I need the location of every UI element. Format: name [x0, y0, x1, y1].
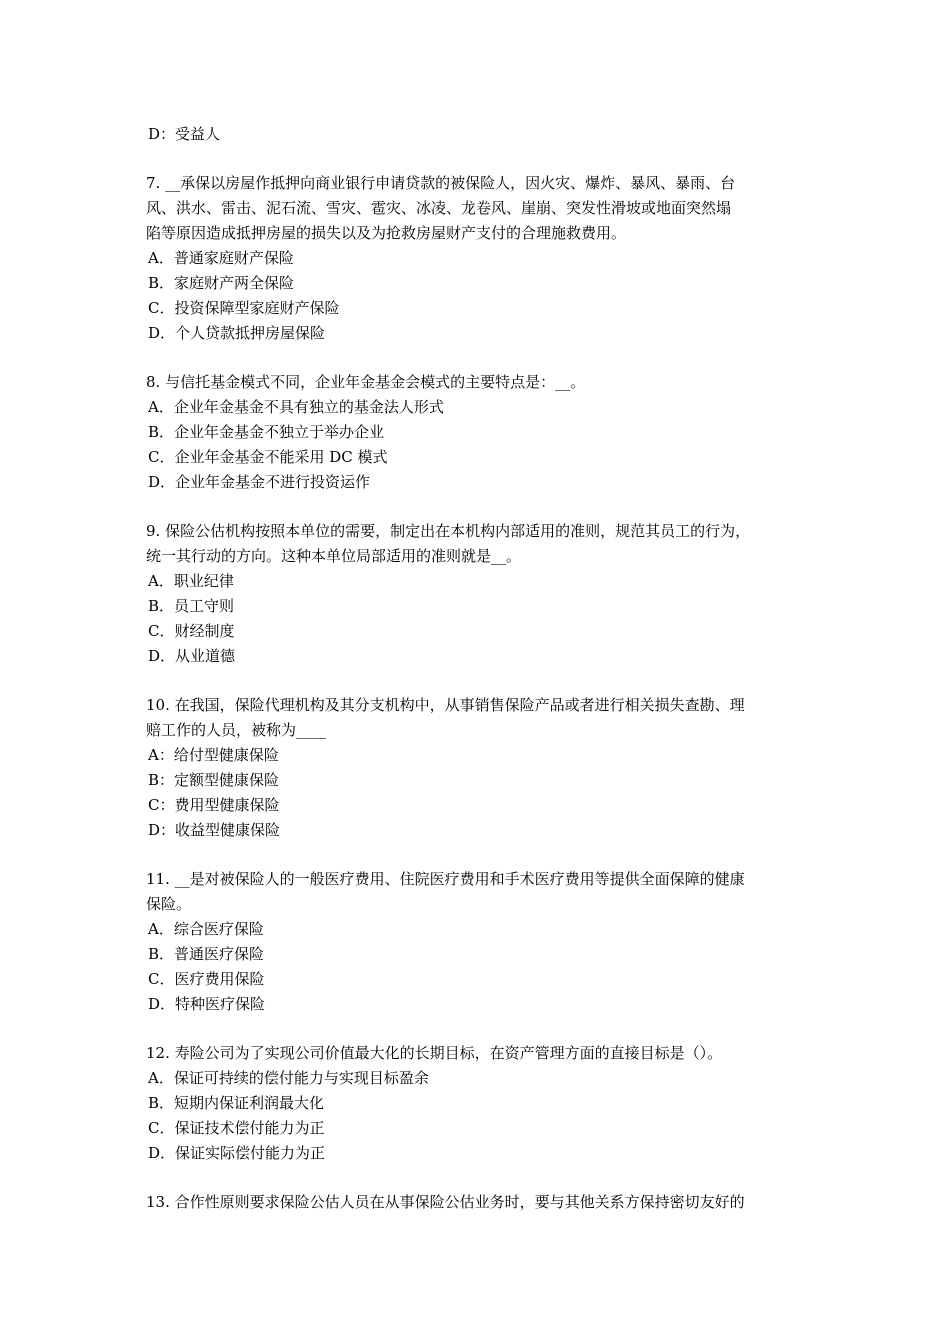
option-b: B．短期内保证利润最大化 [148, 1094, 325, 1112]
stem-line: 陷等原因造成抵押房屋的损失以及为抢救房屋财产支付的合理施救费用。 [146, 224, 627, 242]
option-b: B．员工守则 [148, 597, 235, 615]
option-d: D．特种医疗保险 [148, 995, 266, 1013]
option-d: D．个人贷款抵押房屋保险 [148, 324, 326, 342]
question-8 [146, 370, 818, 495]
stem-line: 12. 寿险公司为了实现公司价值最大化的长期目标，在资产管理方面的直接目标是（）。 [146, 1044, 723, 1062]
question-12 [146, 1041, 818, 1166]
question-stem [146, 171, 818, 246]
option-a: A．企业年金基金不具有独立的基金法人形式 [148, 398, 444, 416]
spacer [146, 495, 818, 519]
option-c: C．财经制度 [148, 622, 235, 640]
option-b: B．家庭财产两全保险 [148, 274, 295, 292]
stem-line: 统一其行动的方向。这种本单位局部适用的准则就是__。 [146, 547, 522, 565]
option-a: A：给付型健康保险 [148, 746, 279, 764]
stem-line: 11. __是对被保险人的一般医疗费用、住院医疗费用和手术医疗费用等提供全面保障的健康 [146, 870, 745, 888]
option-d: D．从业道德 [148, 647, 236, 665]
question-stem [146, 1190, 818, 1215]
stem-line: 7. __承保以房屋作抵押向商业银行申请贷款的被保险人，因火灾、爆炸、暴风、暴雨、台 [146, 174, 736, 192]
option-d: D．企业年金基金不进行投资运作 [148, 473, 371, 491]
question-stem [146, 519, 818, 569]
spacer [146, 669, 818, 693]
stem-line: 保险。 [146, 895, 192, 913]
option-a: A．保证可持续的偿付能力与实现目标盈余 [148, 1069, 429, 1087]
option-b: B：定额型健康保险 [148, 771, 280, 789]
option-a: A．综合医疗保险 [148, 920, 264, 938]
question-stem [146, 370, 818, 395]
option-c: C．企业年金基金不能采用 DC 模式 [148, 448, 388, 466]
option-b: B．企业年金基金不独立于举办企业 [148, 423, 385, 441]
spacer [146, 346, 818, 370]
question-13 [146, 1190, 818, 1215]
option-b: B．普通医疗保险 [148, 945, 265, 963]
question-11 [146, 867, 818, 1017]
option-a: A．普通家庭财产保险 [148, 249, 294, 267]
question-10 [146, 693, 818, 843]
question-stem [146, 1041, 818, 1066]
spacer [146, 147, 818, 171]
stem-line: 13. 合作性原则要求保险公估人员在从事保险公估业务时，要与其他关系方保持密切友好的 [146, 1193, 745, 1211]
option-c: C．保证技术偿付能力为正 [148, 1119, 325, 1137]
option-c: C．投资保障型家庭财产保险 [148, 299, 340, 317]
stem-line: 8. 与信托基金模式不同，企业年金基金会模式的主要特点是：__。 [146, 373, 586, 391]
option-c: C：费用型健康保险 [148, 796, 280, 814]
stem-line: 赔工作的人员，被称为____ [146, 721, 327, 739]
option-d-previous: D：受益人 [148, 125, 221, 143]
question-7 [146, 171, 818, 346]
spacer [146, 843, 818, 867]
question-stem [146, 867, 818, 917]
option-d: D．保证实际偿付能力为正 [148, 1144, 326, 1162]
option-a: A．职业纪律 [148, 572, 234, 590]
option-d: D：收益型健康保险 [148, 821, 281, 839]
document-page [146, 122, 818, 1215]
stem-line: 风、洪水、雷击、泥石流、雪灾、雹灾、冰凌、龙卷风、崖崩、突发性滑坡或地面突然塌 [146, 199, 732, 217]
option-c: C．医疗费用保险 [148, 970, 265, 988]
question-9 [146, 519, 818, 669]
stem-line: 10. 在我国，保险代理机构及其分支机构中，从事销售保险产品或者进行相关损失查勘、理 [146, 696, 745, 714]
question-stem [146, 693, 818, 743]
spacer [146, 1166, 818, 1190]
stem-line: 9. 保险公估机构按照本单位的需要，制定出在本机构内部适用的准则，规范其员工的行为， [146, 522, 751, 540]
spacer [146, 1017, 818, 1041]
